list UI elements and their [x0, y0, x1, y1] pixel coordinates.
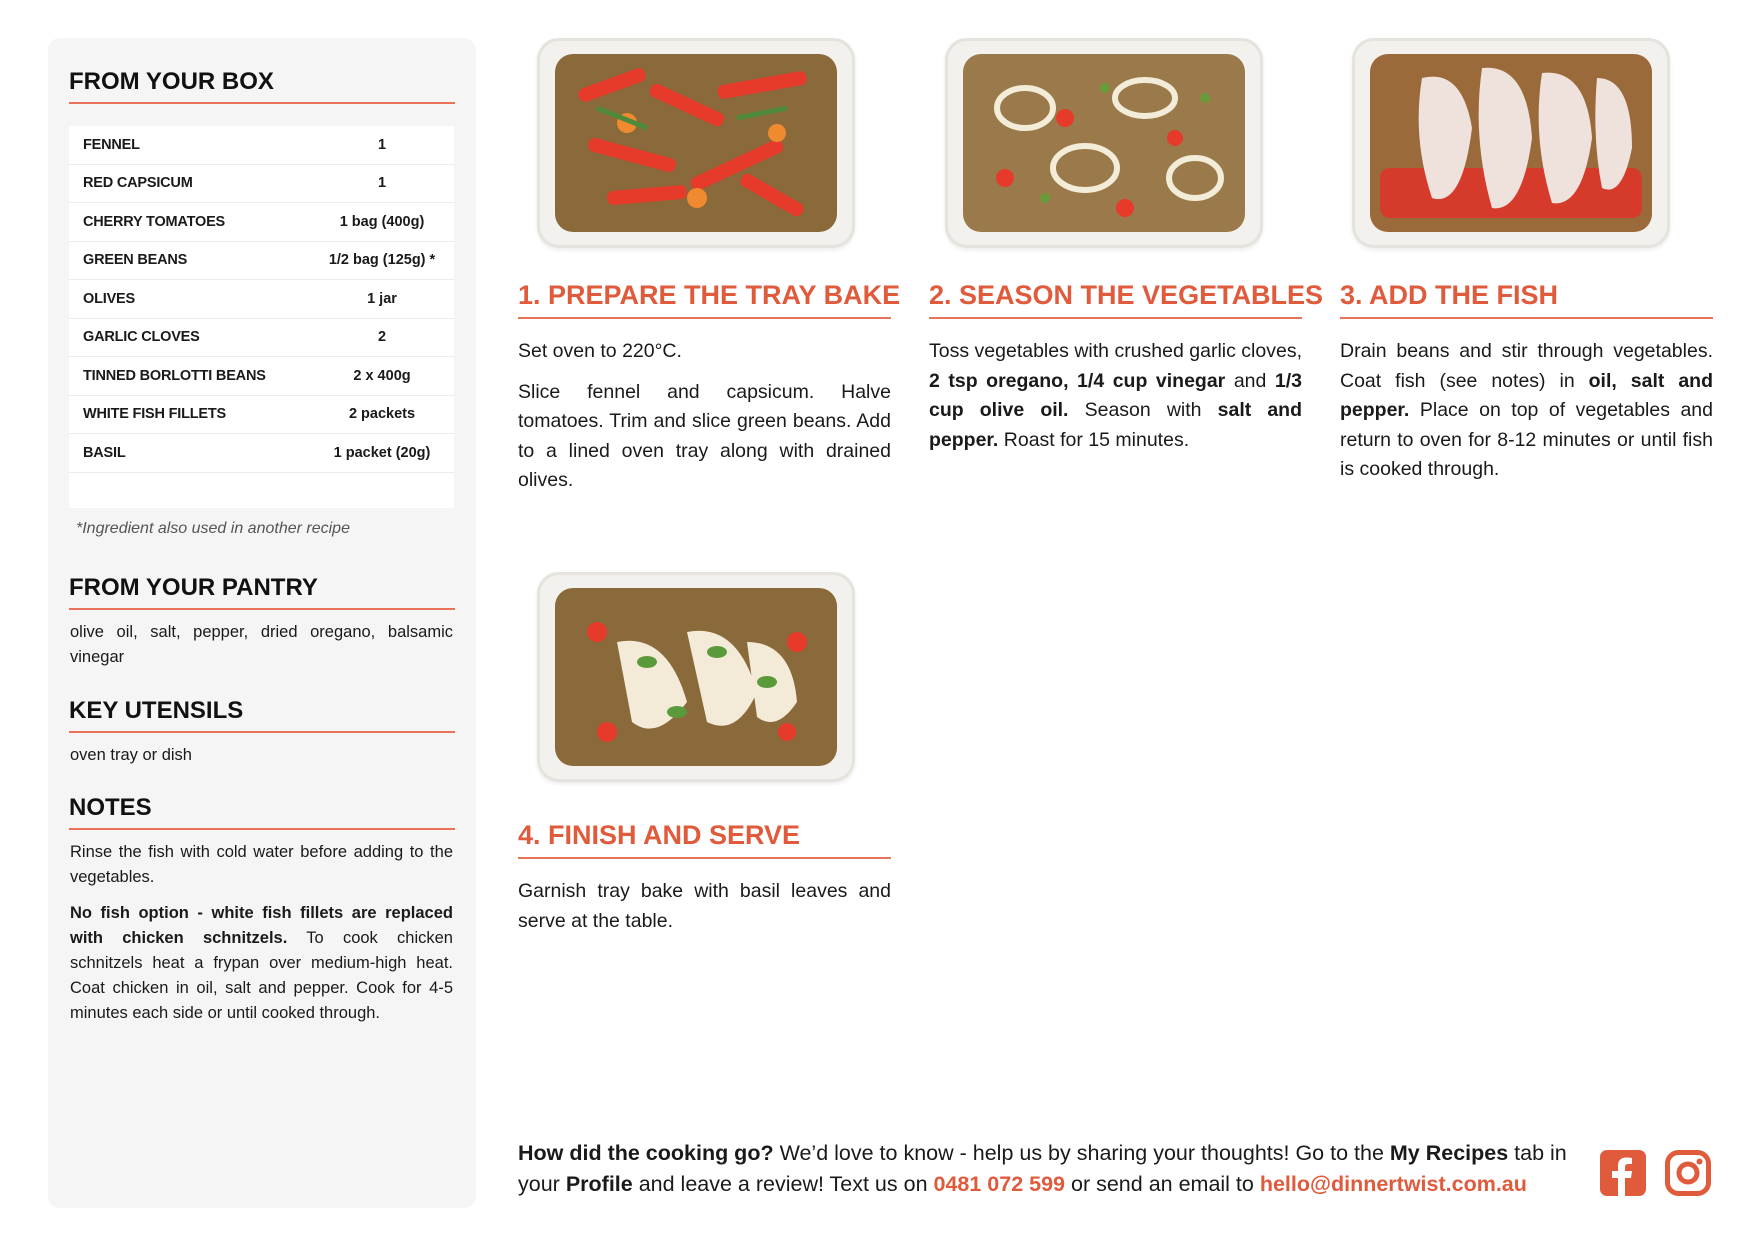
footer-text: tab in your [518, 1141, 1567, 1196]
step-bold: 1/3 cup olive oil. [929, 369, 1303, 421]
footer-text: and leave a review! Text us on [632, 1172, 934, 1196]
pantry-text: olive oil, salt, pepper, dried oregano, balsamic vinegar [70, 623, 453, 666]
table-row [69, 126, 454, 165]
ingredient-name: BASIL [83, 444, 126, 461]
tray-served-image [537, 572, 855, 782]
ingredient-qty: 1/2 bag (125g) * [328, 252, 436, 269]
pantry-heading: FROM YOUR PANTRY [69, 574, 455, 610]
notes-paragraph [70, 901, 453, 1026]
step-paragraph: Garnish tray bake with basil leaves and serve at the table. [518, 880, 891, 932]
step-3-title: 3. ADD THE FISH [1340, 280, 1713, 319]
box-ingredients-table [69, 126, 454, 508]
tray-fish-image [1352, 38, 1670, 248]
table-row [69, 396, 454, 435]
step-bold: oil, salt and pepper. [1340, 369, 1713, 421]
table-row [69, 280, 454, 319]
step-1-body [518, 337, 891, 507]
ingredient-qty: 1 packet (20g) [333, 444, 431, 461]
footer-bold: How did the cooking go? [518, 1141, 774, 1165]
ingredient-name: GARLIC CLOVES [83, 329, 200, 346]
step-4-title: 4. FINISH AND SERVE [518, 820, 891, 859]
notes-heading: NOTES [69, 794, 455, 830]
footer-text: or send an email to [1065, 1172, 1260, 1196]
tray-seasoned-illustration [945, 38, 1263, 248]
phone-link[interactable]: 0481 072 599 [933, 1172, 1066, 1196]
step-text: Drain beans and stir through vegetables. Coat fish (see notes) in [1340, 340, 1713, 392]
step-text: and [1225, 369, 1275, 392]
utensils-text: oven tray or dish [70, 746, 192, 764]
profile-label: Profile [565, 1172, 633, 1196]
ingredient-name: WHITE FISH FILLETS [83, 406, 227, 423]
from-box-heading: FROM YOUR BOX [69, 68, 455, 104]
tray-vegetables-illustration [537, 38, 855, 248]
ingredient-qty: 2 [377, 329, 387, 346]
utensils-heading: KEY UTENSILS [69, 697, 455, 733]
step-bold: salt and pepper. [929, 399, 1302, 451]
step-paragraph [1340, 337, 1713, 485]
table-row [69, 165, 454, 204]
ingredient-qty: 2 x 400g [353, 367, 411, 384]
step-paragraph [929, 337, 1302, 455]
ingredient-qty: 1 [377, 175, 387, 192]
feedback-footer [518, 1138, 1578, 1200]
ingredient-qty: 1 [377, 136, 387, 153]
facebook-icon[interactable] [1600, 1150, 1646, 1196]
ingredient-name: OLIVES [83, 290, 135, 307]
my-recipes-label: My Recipes [1389, 1141, 1509, 1165]
ingredient-name: FENNEL [83, 136, 140, 153]
table-row [69, 434, 454, 473]
footer-text: We’d love to know - help us by sharing your thoughts! Go to the [773, 1141, 1390, 1165]
ingredient-name: CHERRY TOMATOES [83, 213, 226, 230]
step-4-body [518, 877, 891, 947]
step-2-title: 2. SEASON THE VEGETABLES [929, 280, 1302, 319]
ingredients-panel [48, 38, 476, 1208]
notes-bold: No fish option - white fish fillets are replaced with chicken schnitzels. [70, 904, 453, 947]
ingredient-name: GREEN BEANS [83, 252, 188, 269]
step-3-body [1340, 337, 1713, 496]
tray-seasoned-image [945, 38, 1263, 248]
notes-rest: To cook chicken schnitzels heat a frypan over medium-high heat. Coat chicken in oil, salt and pepper. Cook for 4-5 minutes each side or until cooked through. [70, 929, 453, 1022]
ingredient-name: RED CAPSICUM [83, 175, 193, 192]
step-text: Toss vegetables with crushed garlic cloves, [929, 340, 1302, 362]
table-row [69, 242, 454, 281]
tray-vegetables-image [537, 38, 855, 248]
ingredient-qty: 1 jar [367, 290, 397, 307]
tray-served-illustration [537, 572, 855, 782]
instagram-icon[interactable] [1665, 1150, 1711, 1196]
table-row [69, 319, 454, 358]
ingredient-footnote: *Ingredient also used in another recipe [76, 520, 350, 537]
step-1-title: 1. PREPARE THE TRAY BAKE [518, 280, 891, 319]
tray-fish-illustration [1352, 38, 1670, 248]
table-row [69, 203, 454, 242]
step-bold: 2 tsp oregano, 1/4 cup vinegar [929, 369, 1226, 392]
step-text: Season with [1068, 399, 1218, 421]
notes-paragraph: Rinse the fish with cold water before adding to the vegetables. [70, 843, 453, 886]
ingredient-qty: 1 bag (400g) [339, 213, 425, 230]
ingredient-name: TINNED BORLOTTI BEANS [83, 367, 266, 384]
email-link[interactable]: hello@dinnertwist.com.au [1259, 1172, 1527, 1196]
ingredient-qty: 2 packets [348, 406, 416, 423]
step-paragraph: Set oven to 220°C. [518, 340, 682, 362]
step-paragraph: Slice fennel and capsicum. Halve tomatoes. Trim and slice green beans. Add to a lined oven tray along with drained olives. [518, 380, 891, 491]
step-text: Roast for 15 minutes. [998, 428, 1190, 451]
table-row [69, 357, 454, 396]
notes-text [70, 840, 453, 1037]
step-2-body [929, 337, 1302, 466]
step-text: Place on top of vegetables and return to oven for 8-12 minutes or until fish is cooked through. [1340, 399, 1713, 480]
